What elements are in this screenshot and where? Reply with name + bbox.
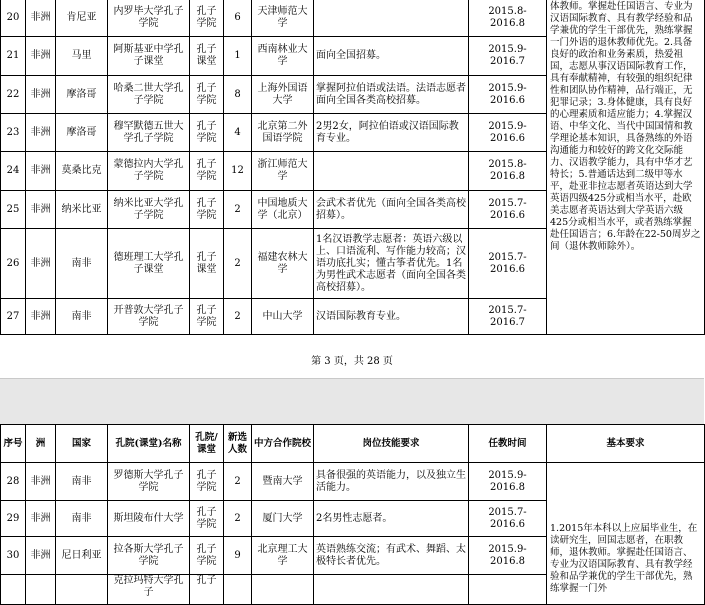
cell-continent: 非洲 xyxy=(26,501,56,537)
cell-requirement: 2男2女，阿拉伯语或汉语国际教育专业。 xyxy=(314,114,469,152)
cell-continent: 非洲 xyxy=(26,537,56,575)
cell-institute: 德班理工大学孔子课堂 xyxy=(108,229,190,299)
cell-continent: 非洲 xyxy=(26,76,56,114)
cell-no: 26 xyxy=(1,229,26,299)
cell-partner: 福建农林大学 xyxy=(252,229,314,299)
cell-institute: 罗德斯大学孔子学院 xyxy=(108,463,190,501)
cell-count: 2 xyxy=(224,501,252,537)
cell-partner: 北京理工大学 xyxy=(252,537,314,575)
table-row xyxy=(1,0,705,37)
cell-requirement: 英语熟练交流；有武术、舞蹈、太极特长者优先。 xyxy=(314,537,469,575)
cell-no: 20 xyxy=(1,0,26,37)
cell-institute: 拉各斯大学孔子学院 xyxy=(108,537,190,575)
cell-requirement: 具备很强的英语能力，以及独立生活能力。 xyxy=(314,463,469,501)
cell-type: 孔子课堂 xyxy=(190,229,224,299)
cell-term: 2015.7-2016.6 xyxy=(469,229,547,299)
header-institute: 孔院(课堂)名称 xyxy=(108,425,190,463)
cell-count: 1 xyxy=(224,37,252,76)
recruitment-table xyxy=(0,424,705,605)
cell-term xyxy=(469,575,547,605)
cell-partner: 天津师范大学 xyxy=(252,0,314,37)
cell-institute: 内罗毕大学孔子学院 xyxy=(108,0,190,37)
cell-continent: 非洲 xyxy=(26,229,56,299)
cell-no: 29 xyxy=(1,501,26,537)
header-requirement: 岗位技能要求 xyxy=(314,425,469,463)
cell-continent: 非洲 xyxy=(26,114,56,152)
cell-requirement xyxy=(314,575,469,605)
cell-no: 21 xyxy=(1,37,26,76)
cell-country: 南非 xyxy=(56,299,108,335)
cell-count: 12 xyxy=(224,152,252,191)
cell-institute: 斯坦陵布什大学 xyxy=(108,501,190,537)
cell-no: 22 xyxy=(1,76,26,114)
cell-continent: 非洲 xyxy=(26,37,56,76)
cell-basic-requirements: 体教师。掌握赴任国语言、专业为汉语国际教育、具有教学经验和品学兼优的学生干部优先，熟练掌握一门外语的退休教师优先。2.具备良好的政治和业务素质，热爱祖国，志愿从事汉语国际教育工作，具有奉献精神，有较强的组织纪律性和团队协作精神，品行端正，无犯罪记录；3.身体健康，具有良好的心理素质和适应能力；4.掌握汉语、中华文化、当代中国国情和教学理论基本知识，具备熟练的外语沟通能力和较好的跨文化交际能力、汉语教学能力，具有中华才艺特长；5.普通话达到二级甲等水平，赴亚非拉志愿者英语达到大学英语四级425分或相当水平，赴欧美志愿者英语达到大学英语六级425分或相当水平，或者熟练掌握赴任国语言；6.年龄在22-50周岁之间（退休教师除外）。 xyxy=(547,0,705,335)
cell-no: 28 xyxy=(1,463,26,501)
cell-basic-requirements: 1.2015年本科以上应届毕业生，在读研究生，回国志愿者，在职教师，退休教师。掌握赴任国语言、专业为汉语国际教育、具有教学经验和品学兼优的学生干部优先，熟练掌握一门外 xyxy=(547,463,705,605)
header-partner: 中方合作院校 xyxy=(252,425,314,463)
cell-partner xyxy=(252,575,314,605)
cell-requirement xyxy=(314,152,469,191)
cell-count: 2 xyxy=(224,191,252,229)
cell-continent xyxy=(26,575,56,605)
cell-term: 2015.9-2016.8 xyxy=(469,537,547,575)
cell-institute: 哈桑二世大学孔子学院 xyxy=(108,76,190,114)
cell-partner: 中国地质大学（北京） xyxy=(252,191,314,229)
header-no: 序号 xyxy=(1,425,26,463)
cell-type: 孔子 xyxy=(190,575,224,605)
cell-continent: 非洲 xyxy=(26,191,56,229)
cell-term: 2015.7-2016.6 xyxy=(469,501,547,537)
page-separator xyxy=(0,378,704,426)
cell-requirement: 2名男性志愿者。 xyxy=(314,501,469,537)
cell-no: 23 xyxy=(1,114,26,152)
cell-no xyxy=(1,575,26,605)
cell-institute: 穆罕默德五世大学孔子学院 xyxy=(108,114,190,152)
cell-term: 2015.9-2016.7 xyxy=(469,37,547,76)
cell-country xyxy=(56,575,108,605)
cell-country: 尼日利亚 xyxy=(56,537,108,575)
cell-country: 摩洛哥 xyxy=(56,76,108,114)
cell-country: 南非 xyxy=(56,501,108,537)
cell-country: 莫桑比克 xyxy=(56,152,108,191)
cell-institute: 开普敦大学孔子学院 xyxy=(108,299,190,335)
cell-type: 孔子课堂 xyxy=(190,37,224,76)
cell-type: 孔子学院 xyxy=(190,537,224,575)
cell-country: 肯尼亚 xyxy=(56,0,108,37)
cell-count: 8 xyxy=(224,76,252,114)
cell-partner: 厦门大学 xyxy=(252,501,314,537)
cell-count xyxy=(224,575,252,605)
cell-country: 南非 xyxy=(56,463,108,501)
cell-requirement: 汉语国际教育专业。 xyxy=(314,299,469,335)
cell-no: 25 xyxy=(1,191,26,229)
cell-term: 2015.9-2016.6 xyxy=(469,76,547,114)
header-type: 孔院/课堂 xyxy=(190,425,224,463)
cell-term: 2015.8-2016.8 xyxy=(469,0,547,37)
cell-type: 孔子学院 xyxy=(190,114,224,152)
cell-country: 纳米比亚 xyxy=(56,191,108,229)
cell-partner: 北京第二外国语学院 xyxy=(252,114,314,152)
header-continent: 洲 xyxy=(26,425,56,463)
cell-count: 2 xyxy=(224,463,252,501)
cell-no: 30 xyxy=(1,537,26,575)
header-count: 新选人数 xyxy=(224,425,252,463)
cell-institute: 蒙德拉内大学孔子学院 xyxy=(108,152,190,191)
page-number-footer: 第 3 页，共 28 页 xyxy=(311,356,393,367)
cell-count: 6 xyxy=(224,0,252,37)
cell-term: 2015.9-2016.8 xyxy=(469,463,547,501)
header-basic: 基本要求 xyxy=(547,425,705,463)
cell-institute: 克拉玛特大学孔子 xyxy=(108,575,190,605)
cell-country: 马里 xyxy=(56,37,108,76)
cell-institute: 阿斯基亚中学孔子课堂 xyxy=(108,37,190,76)
cell-continent: 非洲 xyxy=(26,299,56,335)
cell-partner: 浙江师范大学 xyxy=(252,152,314,191)
cell-country: 南非 xyxy=(56,229,108,299)
cell-type: 孔子学院 xyxy=(190,299,224,335)
cell-partner: 中山大学 xyxy=(252,299,314,335)
table-header-row xyxy=(1,425,705,463)
cell-continent: 非洲 xyxy=(26,152,56,191)
cell-type: 孔子学院 xyxy=(190,463,224,501)
cell-type: 孔子学院 xyxy=(190,0,224,37)
cell-institute: 纳米比亚大学孔子学院 xyxy=(108,191,190,229)
cell-requirement: 会武术者优先（面向全国各类高校招募）。 xyxy=(314,191,469,229)
cell-no: 24 xyxy=(1,152,26,191)
cell-requirement: 1名汉语教学志愿者：英语六级以上、口语流利、写作能力较高；汉语功底扎实；懂古筝者优先。1名为男性武术志愿者（面向全国各类高校招募）。 xyxy=(314,229,469,299)
cell-term: 2015.8-2016.8 xyxy=(469,152,547,191)
cell-term: 2015.7-2016.7 xyxy=(469,299,547,335)
cell-type: 孔子学院 xyxy=(190,152,224,191)
cell-count: 2 xyxy=(224,299,252,335)
cell-partner: 上海外国语大学 xyxy=(252,76,314,114)
cell-partner: 西南林业大学 xyxy=(252,37,314,76)
cell-continent: 非洲 xyxy=(26,463,56,501)
cell-term: 2015.7-2016.6 xyxy=(469,191,547,229)
table-row xyxy=(1,463,705,501)
cell-term: 2015.9-2016.6 xyxy=(469,114,547,152)
cell-country: 摩洛哥 xyxy=(56,114,108,152)
cell-type: 孔子学院 xyxy=(190,191,224,229)
cell-no: 27 xyxy=(1,299,26,335)
cell-requirement: 掌握阿拉伯语或法语。法语志愿者面向全国各类高校招募。 xyxy=(314,76,469,114)
cell-requirement: 面向全国招募。 xyxy=(314,37,469,76)
document-page-4 xyxy=(0,424,704,598)
cell-continent: 非洲 xyxy=(26,0,56,37)
cell-requirement xyxy=(314,0,469,37)
cell-partner: 暨南大学 xyxy=(252,463,314,501)
cell-count: 2 xyxy=(224,229,252,299)
cell-count: 4 xyxy=(224,114,252,152)
cell-count: 9 xyxy=(224,537,252,575)
cell-type: 孔子学院 xyxy=(190,501,224,537)
cell-type: 孔子学院 xyxy=(190,76,224,114)
header-term: 任教时间 xyxy=(469,425,547,463)
header-country: 国家 xyxy=(56,425,108,463)
